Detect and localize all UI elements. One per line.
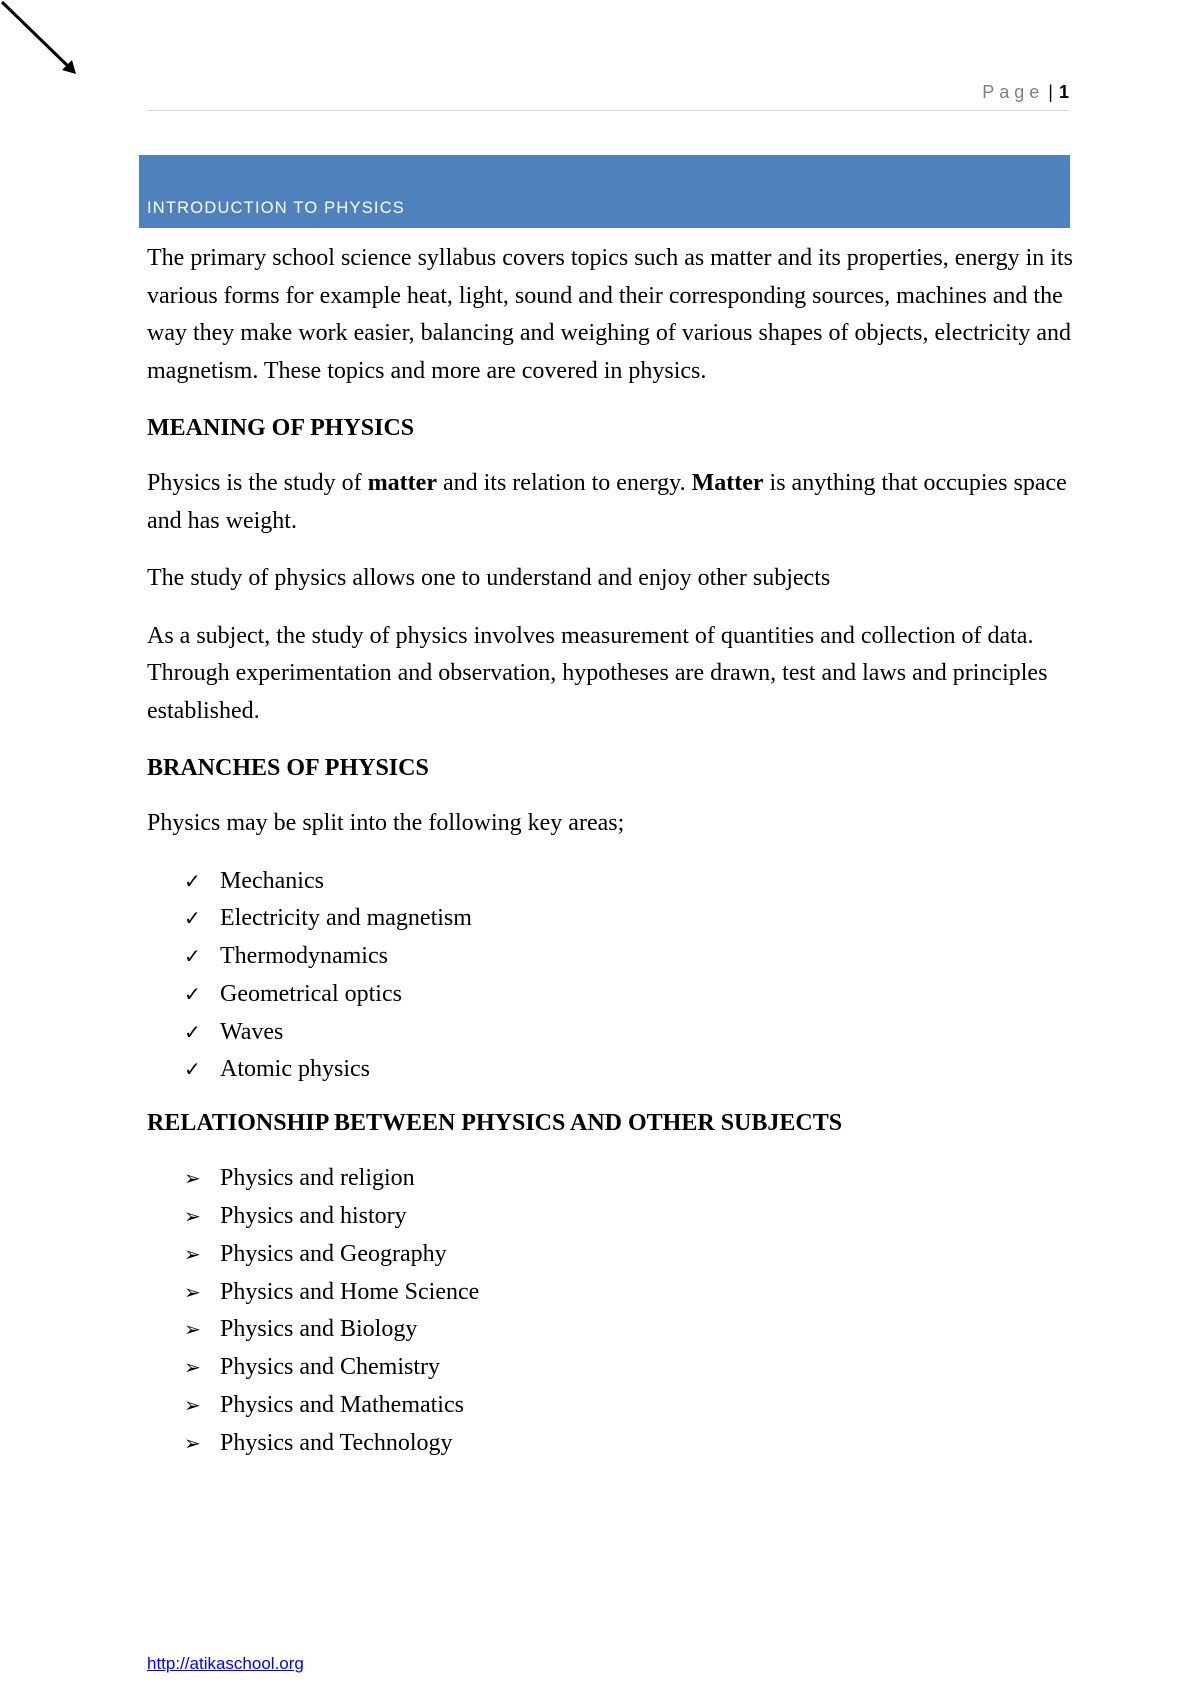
check-mark-icon: ✓ — [184, 906, 201, 931]
arrow-bullet-icon: ➢ — [184, 1317, 201, 1342]
footer-website-link[interactable]: http://atikaschool.org — [147, 1654, 304, 1673]
relationship-heading: RELATIONSHIP BETWEEN PHYSICS AND OTHER SUBJECTS — [147, 1110, 843, 1137]
arrow-bullet-icon: ➢ — [184, 1355, 201, 1380]
relationship-label: Physics and religion — [220, 1165, 415, 1192]
meaning-paragraph-2: The study of physics allows one to understand and enjoy other subjects — [147, 565, 831, 591]
meaning-paragraph-1 — [147, 465, 1077, 540]
arrow-bullet-icon: ➢ — [184, 1241, 201, 1266]
document-body — [147, 240, 1077, 1479]
page-header — [147, 80, 1069, 111]
meaning-text-3: is anything that occupies space and has weight. — [147, 470, 1067, 534]
arrow-bullet-icon: ➢ — [184, 1393, 201, 1418]
list-item — [184, 976, 1077, 1014]
branches-heading: BRANCHES OF PHYSICS — [147, 755, 429, 781]
relationship-label: Physics and Chemistry — [220, 1354, 440, 1381]
page-label: Page — [982, 82, 1045, 102]
matter-term-definition: Matter — [691, 470, 764, 496]
relationship-label: Physics and Technology — [220, 1429, 453, 1456]
matter-term: matter — [367, 470, 437, 496]
list-item — [184, 1387, 1077, 1425]
list-item — [184, 938, 1077, 976]
branch-label: Thermodynamics — [220, 943, 388, 970]
check-mark-icon: ✓ — [184, 1019, 201, 1044]
list-item — [184, 1014, 1077, 1052]
relationship-label: Physics and Mathematics — [220, 1392, 464, 1419]
list-item — [184, 1051, 1077, 1089]
branch-label: Electricity and magnetism — [220, 905, 472, 932]
meaning-text-2: and its relation to energy. — [436, 470, 692, 496]
branch-label: Mechanics — [220, 867, 324, 894]
list-item — [184, 1274, 1077, 1312]
meaning-heading: MEANING OF PHYSICS — [147, 415, 415, 441]
list-item — [184, 1198, 1077, 1236]
page-separator: | — [1048, 82, 1053, 102]
relationship-label: Physics and history — [220, 1203, 407, 1230]
check-mark-icon: ✓ — [184, 944, 201, 969]
check-mark-icon: ✓ — [184, 981, 201, 1006]
relationship-label: Physics and Home Science — [220, 1278, 480, 1305]
relationship-label: Physics and Geography — [220, 1240, 447, 1267]
list-item — [184, 1311, 1077, 1349]
branches-intro: Physics may be split into the following key areas; — [147, 810, 625, 836]
branch-label: Geometrical optics — [220, 980, 402, 1007]
intro-paragraph: The primary school science syllabus covers topics such as matter and its properties, energy in its various forms for example heat, light, sound and their corresponding sources, machines and the way they make work easier, balancing and weighing of various shapes of objects, electricity and magnetism. These topics and more are covered in physics. — [147, 245, 1073, 384]
list-item — [184, 1425, 1077, 1463]
check-mark-icon: ✓ — [184, 868, 201, 893]
meaning-paragraph-3: As a subject, the study of physics involves measurement of quantities and collection of data. Through experimentation and observation, hypotheses are drawn, test and laws and principles established. — [147, 622, 1048, 724]
branch-label: Waves — [220, 1018, 284, 1045]
banner-title: INTRODUCTION TO PHYSICS — [147, 199, 406, 217]
arrow-bullet-icon: ➢ — [184, 1204, 201, 1229]
check-mark-icon: ✓ — [184, 1057, 201, 1082]
section-banner — [139, 155, 1070, 228]
branches-list — [147, 863, 1077, 1090]
list-item — [184, 1349, 1077, 1387]
list-item — [184, 1160, 1077, 1198]
list-item — [184, 900, 1077, 938]
meaning-text-1: Physics is the study of — [147, 470, 368, 496]
arrow-bullet-icon: ➢ — [184, 1430, 201, 1455]
arrow-bullet-icon: ➢ — [184, 1166, 201, 1191]
relationship-label: Physics and Biology — [220, 1316, 418, 1343]
list-item — [184, 1236, 1077, 1274]
arrow-bullet-icon: ➢ — [184, 1279, 201, 1304]
page-number: 1 — [1058, 82, 1069, 102]
branch-label: Atomic physics — [220, 1056, 370, 1083]
relationship-list — [147, 1160, 1077, 1462]
corner-arrow-icon — [0, 0, 80, 80]
list-item — [184, 863, 1077, 901]
